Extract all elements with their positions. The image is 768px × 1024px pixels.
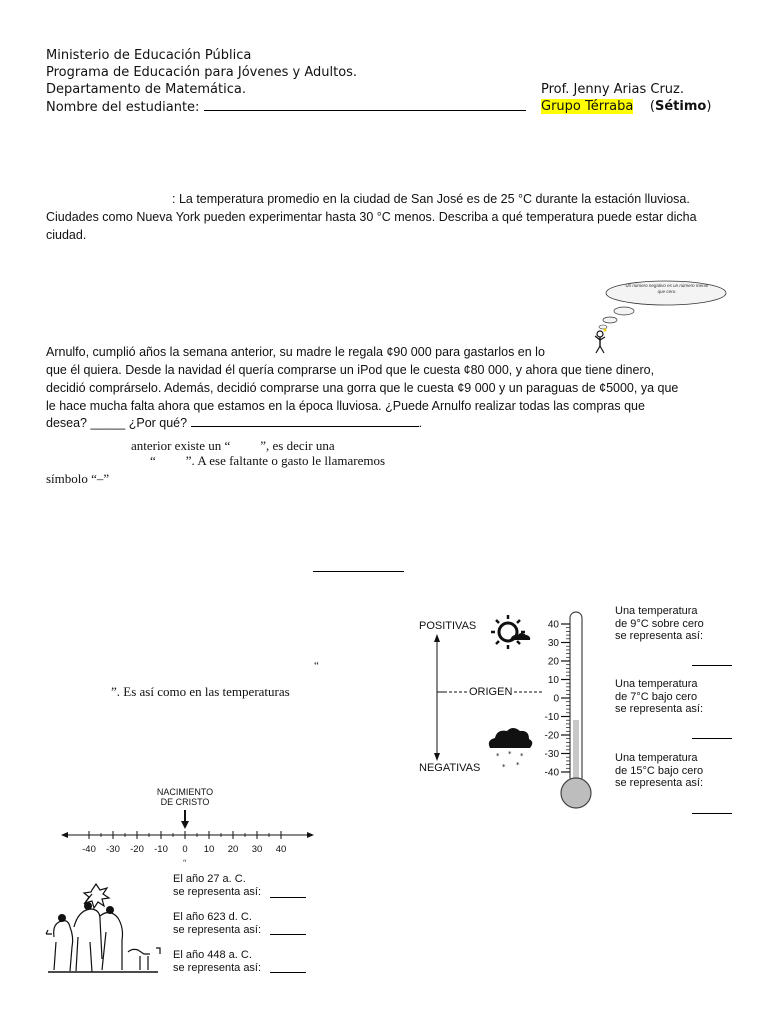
year-question-2	[173, 911, 261, 936]
timeline-tick-label: 40	[275, 844, 287, 855]
problem1-line2: Ciudades como Nueva York pueden experimentar hasta 30 °C menos. Describa a qué temperatura puede estar dicha	[46, 210, 697, 224]
problem2-line2: que él quiera. Desde la navidad él quería comprarse un iPod que le cuesta ¢80 000, y ahora que tiene dinero,	[46, 363, 655, 377]
student-name-row	[46, 98, 526, 116]
thermometer-tick-label: 40	[547, 619, 559, 631]
temp-q3-line3: se representa así:	[615, 777, 704, 789]
year-q3-line1: El año 448 a. C.	[173, 949, 252, 961]
temp-question-3	[615, 752, 703, 790]
wise-men-svg	[44, 882, 164, 974]
timeline-stray-mark: “	[183, 858, 187, 867]
temp-q1-line3: se representa así:	[615, 630, 704, 642]
problem1-line1: : La temperatura promedio en la ciudad de San José es de 25 °C durante la estación lluviosa.	[172, 192, 690, 206]
thought-bubble-text: Un número negativo es un número menor que cero.	[625, 283, 709, 294]
thermometer-diagram	[418, 600, 608, 815]
problem1-line3: ciudad.	[46, 228, 87, 242]
group-row	[541, 98, 711, 115]
timeline-tick-label: -40	[82, 844, 96, 855]
timeline-title	[150, 787, 220, 807]
year-q1-line2: se representa así:	[173, 885, 262, 898]
grade-paren-close: )	[706, 99, 712, 114]
problem2-question: desea? _____ ¿Por qué?	[46, 416, 191, 430]
grade-paren-open: (	[649, 99, 655, 114]
temp-q2-line2: de 7°C bajo cero	[615, 690, 698, 703]
svg-text:*: *	[502, 763, 506, 771]
thermometer-tick-label: -30	[544, 749, 559, 760]
thermometer-tick-label: 30	[547, 638, 559, 649]
fill-text-temperatures: ”. Es así como en las temperaturas	[111, 684, 290, 699]
origin-label: ORIGEN	[469, 686, 513, 698]
rain-cloud-icon	[489, 728, 533, 771]
year-q3-line2: se representa así:	[173, 961, 262, 974]
timeline-title-line2: DE CRISTO	[160, 797, 210, 807]
temp-q2-line3: se representa así:	[615, 703, 704, 715]
thermometer-tick-label: 10	[547, 675, 559, 686]
fill-text-1b: ”, es decir una	[260, 438, 335, 453]
positive-label: POSITIVAS	[419, 620, 477, 632]
thermometer-tick-label: -10	[544, 712, 559, 723]
temp-q3-line2: de 15°C bajo cero	[615, 764, 704, 777]
problem2-line5	[46, 414, 422, 432]
fill-text-1a: anterior existe un “	[131, 438, 231, 453]
thermometer-tick-label: -40	[544, 767, 559, 779]
temp-answer-2-line[interactable]	[692, 738, 732, 739]
year-answer-1-line[interactable]	[270, 897, 306, 898]
temp-q2-line1: Una temperatura	[615, 678, 698, 690]
thermometer-tick-label: 20	[547, 656, 559, 668]
timeline-tick-label: 0	[182, 844, 188, 855]
timeline-title-line1: NACIMIENTO	[156, 787, 214, 797]
sunny-weather-icon	[491, 615, 530, 649]
problem2-line3: decidió comprárselo. Además, decidió comprarse una gorra que le cuesta ¢9 000 y un paraguas de ¢5000, ya que	[46, 381, 679, 395]
wise-men-illustration	[44, 882, 164, 974]
problem2-period: .	[418, 416, 423, 430]
student-name-line[interactable]	[204, 98, 526, 111]
header-ministry: Ministerio de Educación Pública	[46, 48, 252, 63]
svg-text:*: *	[496, 752, 500, 760]
temp-q1-line2: de 9°C sobre cero	[615, 617, 704, 630]
number-line	[60, 808, 315, 858]
thermometer-tick-label: -20	[544, 730, 559, 742]
year-answer-3-line[interactable]	[270, 972, 306, 973]
why-answer-line[interactable]	[191, 415, 419, 427]
thermometer-tick-label: 0	[553, 693, 559, 705]
group-name: Grupo Térraba	[541, 99, 634, 114]
temp-q1-line1: Una temperatura	[615, 605, 698, 617]
year-answer-2-line[interactable]	[270, 934, 306, 935]
svg-text:*: *	[508, 750, 512, 758]
fill-text-line2	[150, 453, 385, 469]
temp-question-2	[615, 678, 703, 716]
fill-text-line1	[131, 438, 335, 454]
svg-text:*: *	[516, 761, 520, 769]
fill-text-2a: “	[150, 453, 156, 468]
problem2-line1: Arnulfo, cumplió años la semana anterior, su madre le regala ¢90 000 para gastarlos en lo	[46, 345, 545, 359]
thermometer-scale	[545, 620, 570, 779]
grade-name: Sétimo	[654, 99, 707, 114]
temp-answer-3-line[interactable]	[692, 813, 732, 814]
timeline-tick-label: 20	[227, 844, 239, 855]
negative-label: NEGATIVAS	[419, 762, 481, 774]
timeline-tick-label: 30	[251, 844, 263, 855]
timeline-tick-label: -30	[106, 844, 120, 855]
year-q2-line2: se representa así:	[173, 923, 262, 936]
temp-question-1	[615, 605, 704, 643]
year-q1-line1: El año 27 a. C.	[173, 873, 246, 885]
problem2-line4: le hace mucha falta ahora que estamos en la época lluviosa. ¿Puede Arnulfo realizar todas las compras que	[46, 399, 645, 413]
fill-text-quote: “	[314, 660, 319, 672]
year-question-1	[173, 873, 261, 898]
header-department: Departamento de Matemática.	[46, 82, 246, 97]
header-program: Programa de Educación para Jóvenes y Adultos.	[46, 65, 358, 80]
student-name-label: Nombre del estudiante:	[46, 100, 204, 115]
timeline-tick-label: -10	[154, 844, 168, 855]
temp-q3-line1: Una temperatura	[615, 752, 698, 764]
title-blank-line[interactable]	[313, 571, 404, 572]
minus-symbol-text: símbolo “–”	[46, 471, 110, 486]
thinking-figure-illustration	[586, 278, 732, 354]
year-question-3	[173, 949, 261, 974]
svg-text:*: *	[520, 752, 524, 760]
fill-text-2b: ”. A ese faltante o gasto le llamaremos	[185, 453, 386, 468]
year-q2-line1: El año 623 d. C.	[173, 911, 252, 923]
number-line-svg	[60, 808, 315, 858]
timeline-tick-label: 10	[203, 844, 215, 855]
timeline-tick-label: -20	[130, 844, 144, 855]
teacher-name: Prof. Jenny Arias Cruz.	[541, 82, 684, 97]
temp-answer-1-line[interactable]	[692, 665, 732, 666]
